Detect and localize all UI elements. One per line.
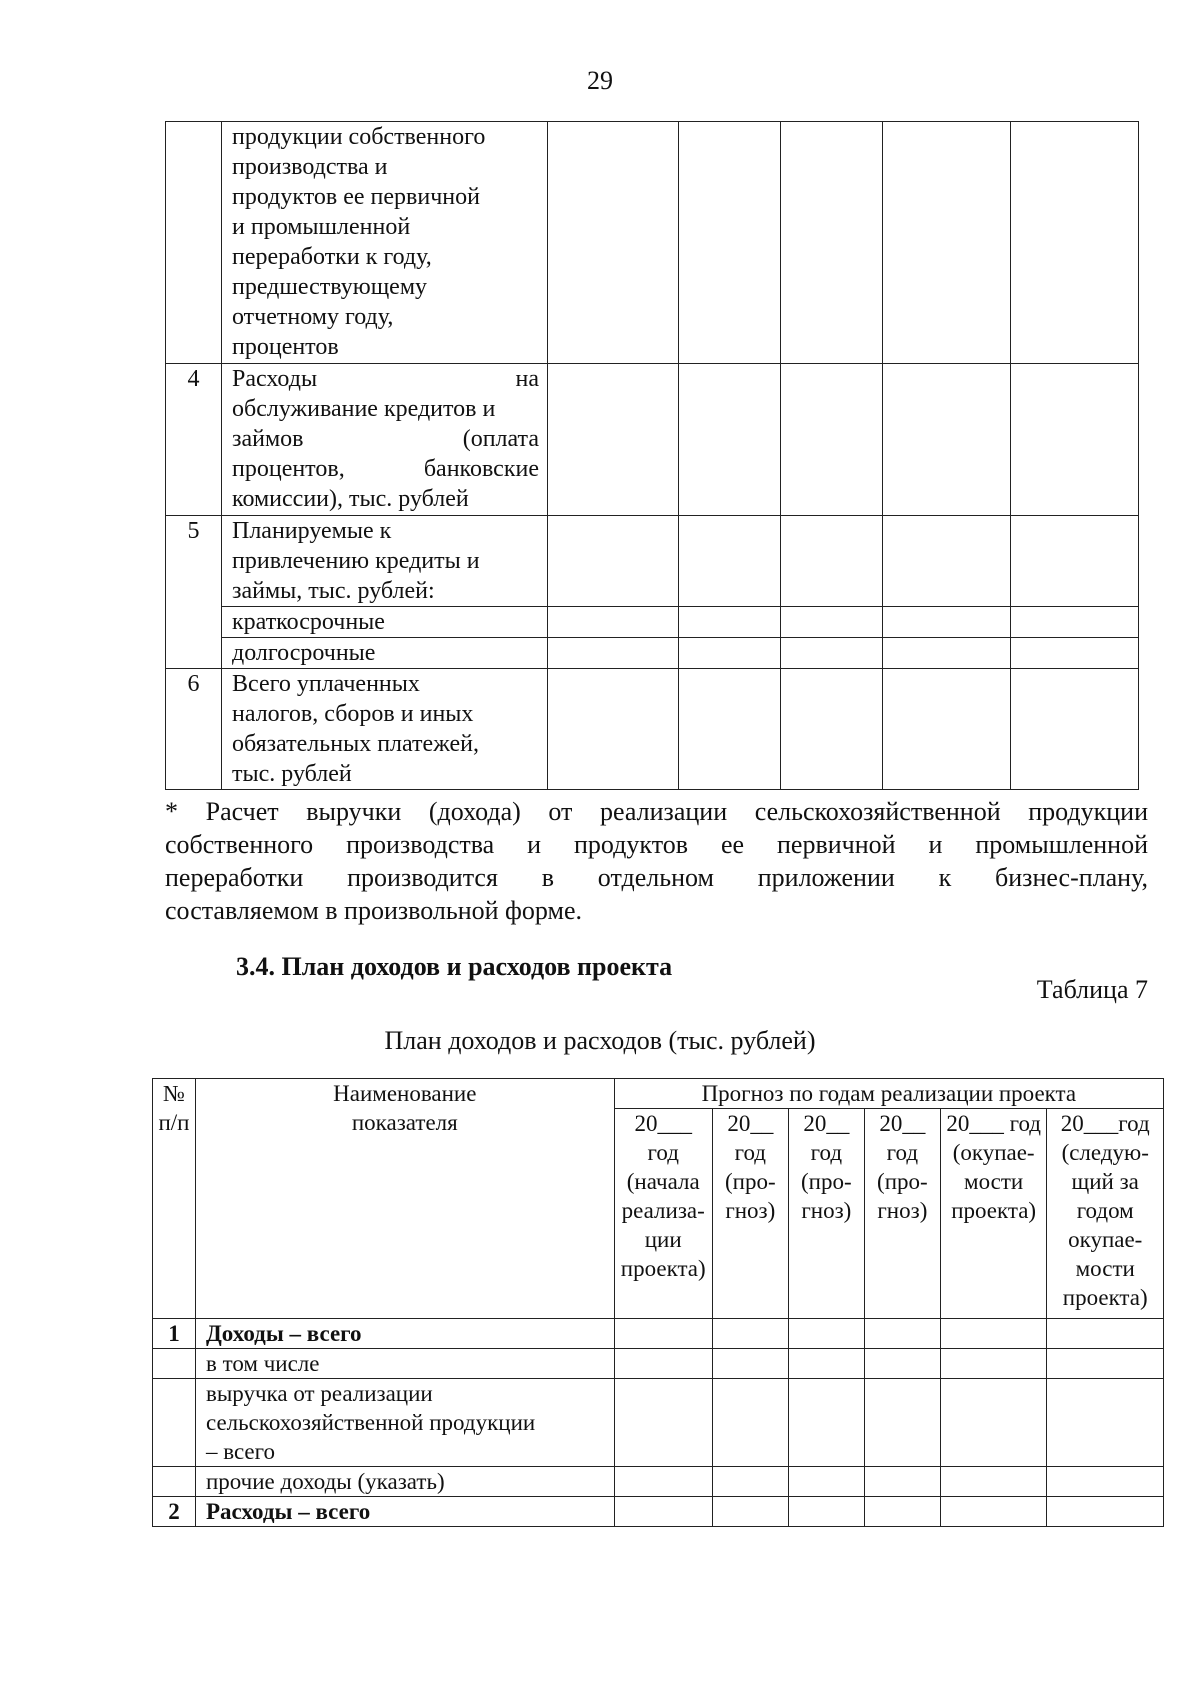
year-header-line: 20___год <box>1060 1111 1150 1136</box>
row-number <box>153 1349 196 1379</box>
year-header-line: проекта) <box>1062 1285 1148 1310</box>
indicator-name <box>222 669 548 790</box>
indicator-name: в том числе <box>195 1349 614 1379</box>
row-number: 6 <box>166 669 222 790</box>
value-cell <box>712 1319 788 1349</box>
section-title: 3.4. План доходов и расходов проекта <box>236 952 673 981</box>
value-cell <box>781 607 883 638</box>
value-cell <box>781 638 883 669</box>
column-header-forecast: Прогноз по годам реализации проекта <box>614 1079 1163 1109</box>
indicator-subitem: долгосрочные <box>222 638 548 669</box>
value-cell <box>940 1497 1047 1527</box>
value-cell <box>679 638 781 669</box>
indicator-line: комиссии), тыс. рублей <box>232 486 469 512</box>
table-row <box>166 516 1139 607</box>
year-header-line: ции <box>644 1227 682 1252</box>
indicator-line: отчетному году, <box>232 304 394 330</box>
year-header-after-payback <box>1047 1109 1164 1319</box>
value-cell <box>1011 516 1139 607</box>
value-cell <box>1047 1319 1164 1349</box>
value-cell <box>940 1379 1047 1467</box>
value-cell <box>1011 638 1139 669</box>
row-number: 2 <box>153 1497 196 1527</box>
header-line: № <box>163 1081 185 1106</box>
value-cell <box>883 122 1011 364</box>
year-header-line: (следую- <box>1061 1140 1149 1165</box>
indicator-line: обязательных платежей, <box>232 731 479 757</box>
value-cell <box>614 1467 712 1497</box>
footnote-line: * Расчет выручки (дохода) от реализации сельскохозяйственной продукции <box>165 797 1148 826</box>
value-cell <box>614 1497 712 1527</box>
table-row <box>166 607 1139 638</box>
value-cell <box>781 669 883 790</box>
indicator-line: займы, тыс. рублей: <box>232 578 435 604</box>
year-header-line: мости <box>1075 1256 1135 1281</box>
value-cell <box>712 1349 788 1379</box>
table-row <box>166 122 1139 364</box>
year-header-forecast <box>788 1109 864 1319</box>
indicator-line: и промышленной <box>232 214 411 240</box>
value-cell <box>940 1467 1047 1497</box>
value-cell <box>679 516 781 607</box>
indicator-name: выручка от реализации сельскохозяйственной продукции – всего <box>195 1379 614 1467</box>
value-cell <box>1047 1497 1164 1527</box>
year-header-forecast <box>712 1109 788 1319</box>
value-cell <box>548 516 679 607</box>
footnote-line: переработки производится в отдельном приложении к бизнес-плану, <box>165 863 1148 892</box>
indicator-line: обслуживание кредитов и <box>232 396 496 422</box>
value-cell <box>864 1497 940 1527</box>
indicator-line: Планируемые к <box>232 518 392 544</box>
value-cell <box>712 1467 788 1497</box>
indicator-line: Расходы на <box>232 366 539 392</box>
year-header-line: (начала <box>626 1169 700 1194</box>
year-header-line: годом <box>1076 1198 1134 1223</box>
year-header-line: 20___ <box>634 1111 692 1136</box>
year-header-line: реализа- <box>621 1198 705 1223</box>
table-row <box>153 1379 1164 1467</box>
table-row <box>153 1497 1164 1527</box>
year-header-line: год <box>647 1140 679 1165</box>
year-header-line: (окупае- <box>952 1140 1035 1165</box>
year-header-payback <box>940 1109 1047 1319</box>
header-line: п/п <box>158 1110 190 1135</box>
indicator-subitem: краткосрочные <box>222 607 548 638</box>
year-header-line: 20__ <box>803 1111 850 1136</box>
year-header-line: окупае- <box>1068 1227 1143 1252</box>
value-cell <box>1047 1349 1164 1379</box>
indicator-line: Всего уплаченных <box>232 671 420 697</box>
year-header-line: 20___ год <box>946 1111 1041 1136</box>
value-cell <box>864 1349 940 1379</box>
value-cell <box>940 1319 1047 1349</box>
value-cell <box>1047 1467 1164 1497</box>
value-cell <box>1011 607 1139 638</box>
value-cell <box>548 364 679 516</box>
income-expense-plan-table <box>152 1078 1164 1527</box>
year-header-forecast <box>864 1109 940 1319</box>
column-header-name <box>195 1079 614 1319</box>
value-cell <box>1047 1379 1164 1467</box>
table-row <box>153 1319 1164 1349</box>
value-cell <box>712 1379 788 1467</box>
row-number: 5 <box>166 516 222 669</box>
value-cell <box>864 1379 940 1467</box>
year-header-line: год <box>734 1140 767 1165</box>
year-header-line: гноз) <box>725 1198 776 1223</box>
year-header-start <box>614 1109 712 1319</box>
value-cell <box>864 1467 940 1497</box>
indicator-name <box>222 122 548 364</box>
row-number: 1 <box>153 1319 196 1349</box>
indicator-line: налогов, сборов и иных <box>232 701 474 727</box>
year-header-line: (про- <box>801 1169 852 1194</box>
indicator-line: займов (оплата <box>232 426 539 452</box>
indicator-name <box>222 516 548 607</box>
year-header-line: 20__ <box>727 1111 774 1136</box>
indicators-table-continuation <box>165 121 1139 790</box>
value-cell <box>883 607 1011 638</box>
indicator-line: продукции собственного <box>232 124 486 150</box>
value-cell <box>781 516 883 607</box>
table-row <box>166 638 1139 669</box>
year-header-line: проекта) <box>951 1198 1037 1223</box>
year-header-line: проекта) <box>620 1256 706 1281</box>
table-row <box>153 1467 1164 1497</box>
value-cell <box>614 1319 712 1349</box>
year-header-line: щий за <box>1071 1169 1139 1194</box>
indicator-line: переработки к году, <box>232 244 432 270</box>
year-header-line: гноз) <box>877 1198 928 1223</box>
value-cell <box>781 122 883 364</box>
value-cell <box>788 1379 864 1467</box>
row-number: 4 <box>166 364 222 516</box>
value-cell <box>788 1349 864 1379</box>
value-cell <box>548 669 679 790</box>
value-cell <box>679 122 781 364</box>
table-header-row <box>153 1079 1164 1109</box>
page-number: 29 <box>587 66 613 95</box>
row-number <box>153 1379 196 1467</box>
value-cell <box>548 638 679 669</box>
indicator-line: производства и <box>232 154 388 180</box>
value-cell <box>679 607 781 638</box>
footnote <box>165 795 1148 927</box>
indicator-line: процентов <box>232 334 339 360</box>
year-header-line: (про- <box>877 1169 928 1194</box>
indicator-line: процентов, банковские <box>232 456 539 482</box>
value-cell <box>614 1379 712 1467</box>
table-row <box>166 364 1139 516</box>
year-header-line: гноз) <box>801 1198 852 1223</box>
value-cell <box>614 1349 712 1379</box>
value-cell <box>712 1497 788 1527</box>
row-number <box>166 122 222 364</box>
value-cell <box>788 1467 864 1497</box>
indicator-line: привлечению кредиты и <box>232 548 480 574</box>
header-line: Наименование <box>333 1081 477 1106</box>
indicator-name: прочие доходы (указать) <box>195 1467 614 1497</box>
year-header-line: год <box>886 1140 919 1165</box>
table-number: Таблица 7 <box>1036 975 1148 1004</box>
indicator-line: тыс. рублей <box>232 761 352 787</box>
value-cell <box>940 1349 1047 1379</box>
indicator-line: продуктов ее первичной <box>232 184 480 210</box>
table-row <box>153 1349 1164 1379</box>
value-cell <box>1011 364 1139 516</box>
value-cell <box>1011 669 1139 790</box>
footnote-line: составляемом в произвольной форме. <box>165 896 583 925</box>
value-cell <box>883 516 1011 607</box>
table-caption: План доходов и расходов (тыс. рублей) <box>384 1026 816 1055</box>
value-cell <box>1011 122 1139 364</box>
row-number <box>153 1467 196 1497</box>
indicator-name: Доходы – всего <box>195 1319 614 1349</box>
value-cell <box>679 364 781 516</box>
year-header-line: (про- <box>724 1169 776 1194</box>
value-cell <box>781 364 883 516</box>
value-cell <box>883 364 1011 516</box>
header-line: показателя <box>351 1110 458 1135</box>
value-cell <box>679 669 781 790</box>
indicator-name <box>222 364 548 516</box>
year-header-line: 20__ <box>879 1111 926 1136</box>
year-header-line: мости <box>964 1169 1024 1194</box>
indicator-name: Расходы – всего <box>195 1497 614 1527</box>
value-cell <box>864 1319 940 1349</box>
year-header-line: год <box>810 1140 843 1165</box>
column-header-number <box>153 1079 196 1319</box>
footnote-line: собственного производства и продуктов ее первичной и промышленной <box>165 830 1148 859</box>
value-cell <box>548 607 679 638</box>
value-cell <box>883 638 1011 669</box>
value-cell <box>883 669 1011 790</box>
value-cell <box>548 122 679 364</box>
value-cell <box>788 1319 864 1349</box>
indicator-line: предшествующему <box>232 274 428 300</box>
table-row <box>166 669 1139 790</box>
value-cell <box>788 1497 864 1527</box>
